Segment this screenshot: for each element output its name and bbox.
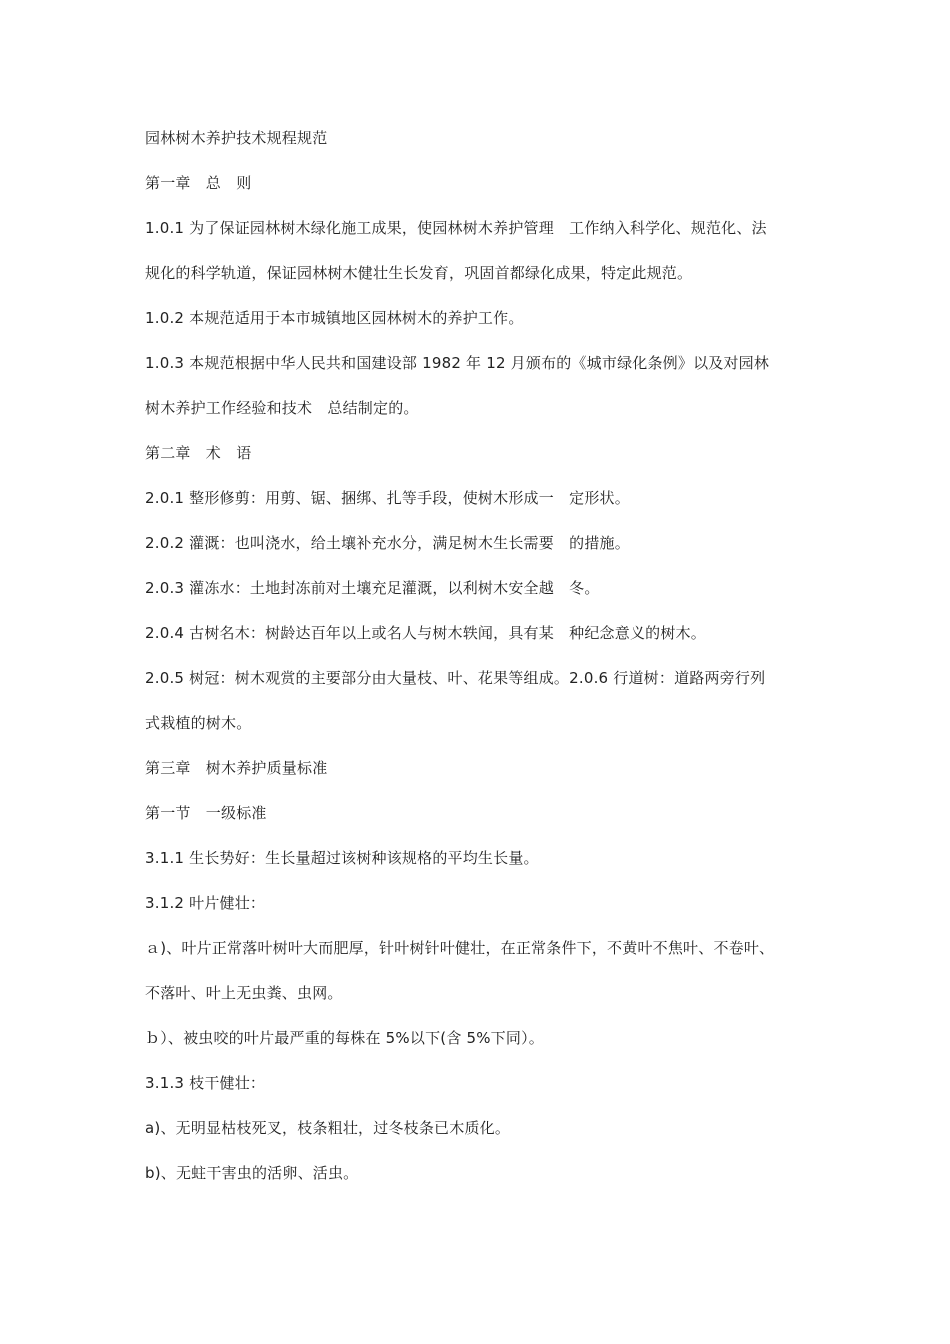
paragraph-line: 3.1.3 枝干健壮：: [145, 1074, 266, 1092]
paragraph-line: 3.1.2 叶片健壮：: [145, 894, 266, 912]
chapter-1-heading: 第一章 总 则: [145, 174, 252, 192]
paragraph-line: 2.0.1 整形修剪：用剪、锯、捆绑、扎等手段，使树木形成一 定形状。: [145, 489, 630, 507]
paragraph-line: ｂ）、被虫咬的叶片最严重的每株在 5%以下(含 5%下同）。: [145, 1029, 544, 1047]
paragraph-line: 树木养护工作经验和技术 总结制定的。: [145, 399, 419, 417]
paragraph-line: 2.0.2 灌溉：也叫浇水，给土壤补充水分，满足树木生长需要 的措施。: [145, 534, 630, 552]
paragraph-line: 2.0.3 灌冻水：土地封冻前对土壤充足灌溉，以利树木安全越 冬。: [145, 579, 600, 597]
paragraph-line: 式栽植的树木。: [145, 714, 252, 732]
paragraph-line: 3.1.1 生长势好：生长量超过该树种该规格的平均生长量。: [145, 849, 539, 867]
section-1-heading: 第一节 一级标准: [145, 804, 267, 822]
paragraph-line: a)、无明显枯枝死叉，枝条粗壮，过冬枝条已木质化。: [145, 1119, 511, 1137]
paragraph-line: b)、无蛀干害虫的活卵、活虫。: [145, 1164, 359, 1182]
document-body: [145, 116, 810, 1196]
paragraph-line: 1.0.3 本规范根据中华人民共和国建设部 1982 年 12 月颁布的《城市绿化条例》以及对园林: [145, 354, 770, 372]
paragraph-line: 2.0.4 古树名木：树龄达百年以上或名人与树木轶闻，具有某 种纪念意义的树木。: [145, 624, 706, 642]
document-title: 园林树木养护技术规程规范: [145, 129, 328, 147]
paragraph-line: 规化的科学轨道，保证园林树木健壮生长发育，巩固首都绿化成果，特定此规范。: [145, 264, 693, 282]
paragraph-line: ａ)、叶片正常落叶树叶大而肥厚，针叶树针叶健壮，在正常条件下，不黄叶不焦叶、不卷叶、: [145, 939, 775, 957]
paragraph-line: 1.0.1 为了保证园林树木绿化施工成果，使园林树木养护管理 工作纳入科学化、规范化、法: [145, 219, 767, 237]
paragraph-line: 2.0.5 树冠：树木观赏的主要部分由大量枝、叶、花果等组成。2.0.6 行道树：道路两旁行列: [145, 669, 766, 687]
chapter-2-heading: 第二章 术 语: [145, 444, 252, 462]
paragraph-line: 不落叶、叶上无虫粪、虫网。: [145, 984, 343, 1002]
paragraph-line: 1.0.2 本规范适用于本市城镇地区园林树木的养护工作。: [145, 309, 524, 327]
chapter-3-heading: 第三章 树木养护质量标准: [145, 759, 328, 777]
